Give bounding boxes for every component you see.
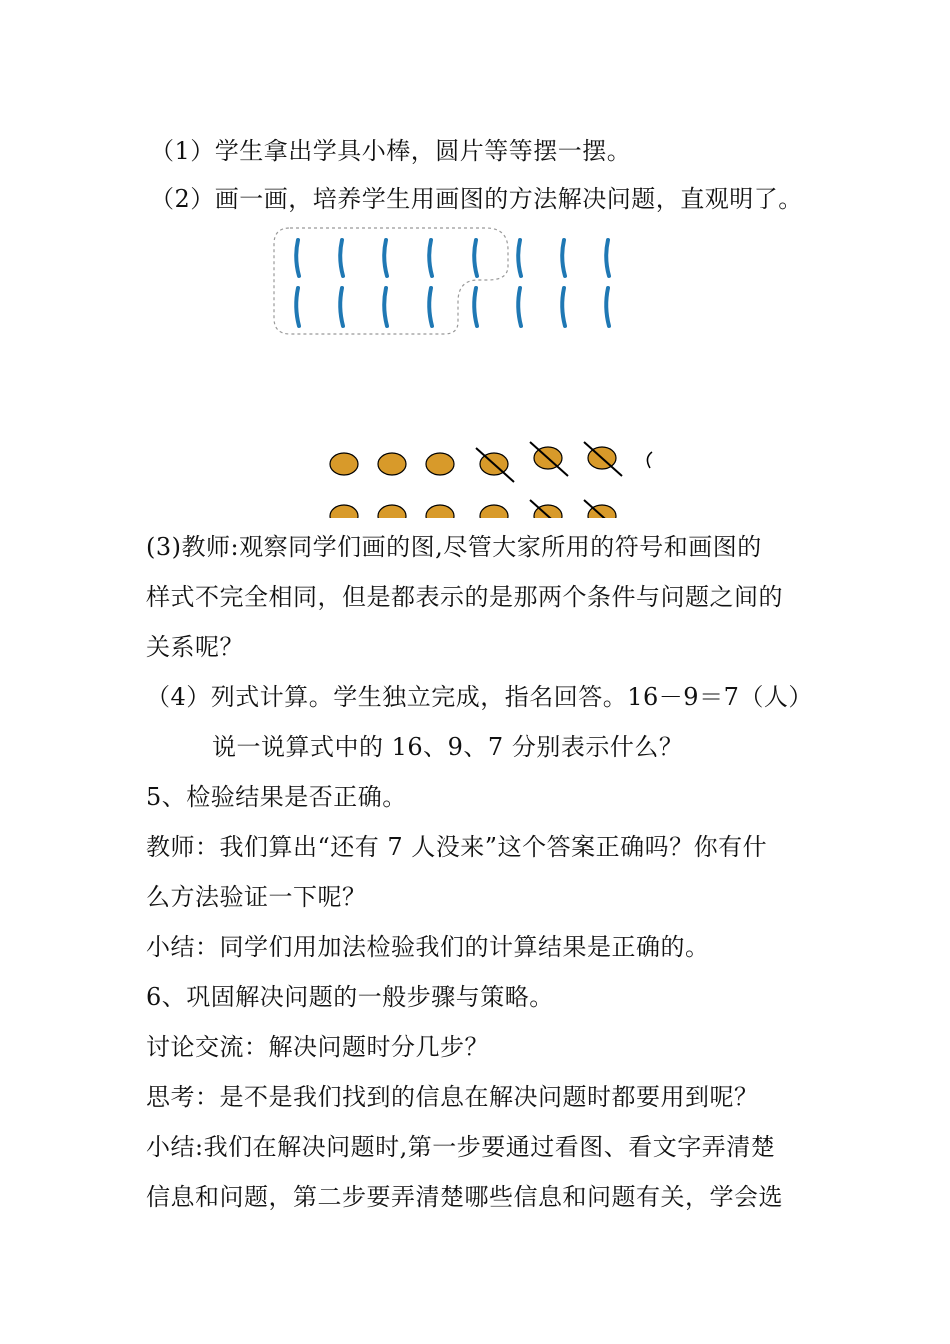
line-1: （1）学生拿出学具小棒，圆片等等摆一摆。	[150, 137, 632, 165]
grouping-outline	[274, 228, 508, 334]
stick	[429, 240, 432, 276]
line-13: 讨论交流：解决问题时分几步？	[146, 1033, 489, 1061]
partial-circle-token	[647, 452, 652, 468]
circle-token	[426, 505, 454, 518]
stick-diagram	[268, 222, 628, 342]
line-2: （2）画一画，培养学生用画图的方法解决问题，直观明了。	[150, 185, 803, 213]
circle-diagram	[322, 440, 662, 518]
line-6: （4）列式计算。学生独立完成，指名回答。16－9＝7（人）	[146, 683, 813, 711]
stick	[518, 288, 521, 326]
stick	[606, 240, 609, 276]
line-14: 思考：是不是我们找到的信息在解决问题时都要用到呢？	[146, 1083, 759, 1111]
stick	[384, 288, 387, 326]
circle-token	[378, 505, 406, 518]
stick	[340, 288, 343, 326]
circle-token	[330, 453, 358, 475]
line-3: (3)教师:观察同学们画的图,尽管大家所用的符号和画图的	[146, 533, 762, 561]
stick	[340, 240, 343, 276]
circle-token	[378, 453, 406, 475]
circle-token	[480, 505, 508, 518]
circle-token	[426, 453, 454, 475]
stick	[474, 288, 477, 326]
sticks	[296, 240, 609, 326]
stick	[562, 240, 565, 276]
stick	[429, 288, 432, 326]
line-8: 5、检验结果是否正确。	[146, 783, 407, 811]
line-9: 教师：我们算出“还有 7 人没来”这个答案正确吗？你有什	[146, 833, 768, 861]
stick	[474, 240, 477, 276]
line-7: 说一说算式中的 16、9、7 分别表示什么？	[212, 733, 684, 761]
stick	[296, 240, 299, 276]
stick	[518, 240, 521, 276]
line-5: 关系呢？	[146, 633, 244, 661]
line-15: 小结:我们在解决问题时,第一步要通过看图、看文字弄清楚	[146, 1133, 776, 1161]
stick	[296, 288, 299, 326]
stick	[562, 288, 565, 326]
line-12: 6、巩固解决问题的一般步骤与策略。	[146, 983, 554, 1011]
stick	[606, 288, 609, 326]
line-16: 信息和问题，第二步要弄清楚哪些信息和问题有关，学会选	[146, 1183, 783, 1211]
circles	[330, 442, 652, 518]
stick	[384, 240, 387, 276]
circle-token	[330, 505, 358, 518]
line-4: 样式不完全相同，但是都表示的是那两个条件与问题之间的	[146, 583, 783, 611]
line-10: 么方法验证一下呢？	[146, 883, 367, 911]
line-11: 小结：同学们用加法检验我们的计算结果是正确的。	[146, 933, 710, 961]
